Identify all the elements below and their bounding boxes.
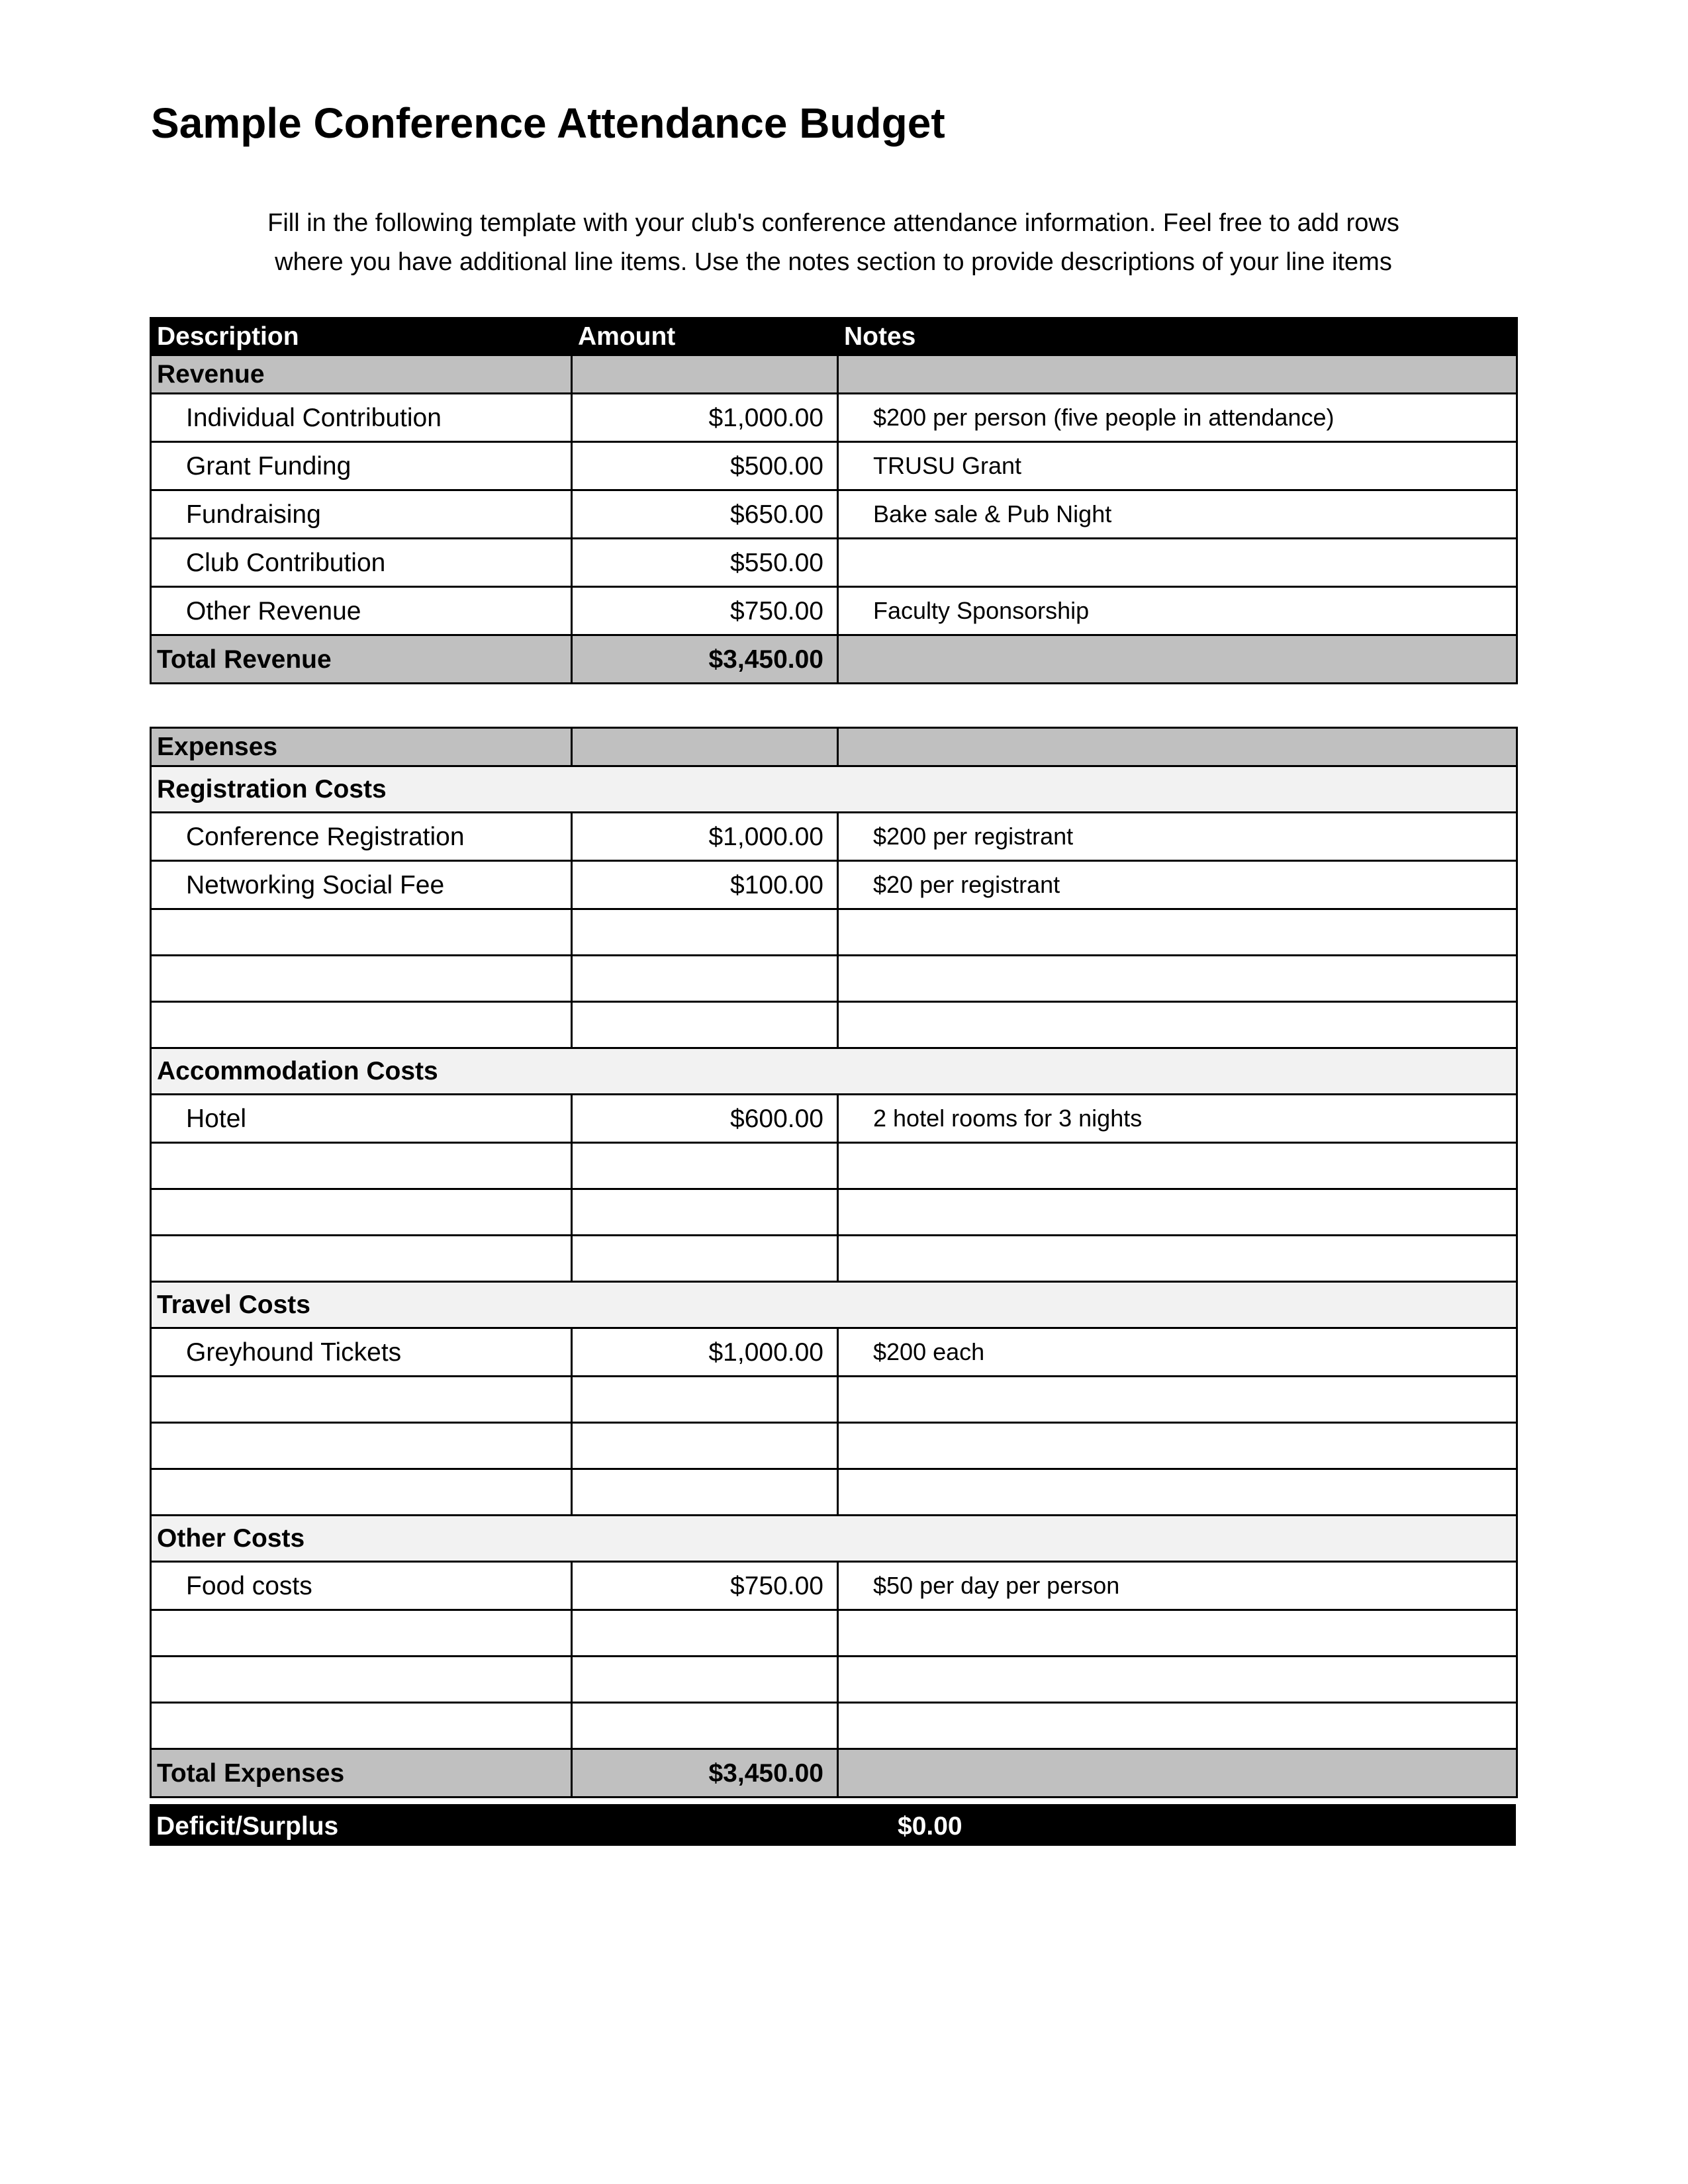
description-cell[interactable] <box>151 1703 572 1749</box>
description-cell[interactable] <box>151 1002 572 1048</box>
empty-row <box>151 1189 1517 1236</box>
description-cell[interactable]: Individual Contribution <box>151 394 572 442</box>
amount-cell[interactable]: $1,000.00 <box>572 1328 838 1377</box>
table-row <box>151 587 1517 635</box>
description-cell[interactable]: Greyhound Tickets <box>151 1328 572 1377</box>
amount-cell[interactable]: $600.00 <box>572 1095 838 1143</box>
notes-cell[interactable] <box>838 1703 1517 1749</box>
deficit-surplus-amount: $0.00 <box>898 1812 962 1841</box>
notes-cell[interactable]: Faculty Sponsorship <box>838 587 1517 635</box>
description-cell[interactable]: Food costs <box>151 1562 572 1610</box>
table-row <box>151 813 1517 861</box>
amount-cell[interactable] <box>572 956 838 1002</box>
expenses-section-notes-cell[interactable] <box>838 728 1517 766</box>
notes-cell[interactable]: $200 per registrant <box>838 813 1517 861</box>
other-costs-row <box>151 1516 1517 1562</box>
notes-cell[interactable]: Bake sale & Pub Night <box>838 490 1517 539</box>
amount-cell[interactable] <box>572 1377 838 1423</box>
amount-cell[interactable] <box>572 1657 838 1703</box>
amount-cell[interactable]: $650.00 <box>572 490 838 539</box>
total-expenses-amount: $3,450.00 <box>572 1749 838 1797</box>
deficit-surplus-bar <box>150 1804 1516 1846</box>
notes-cell[interactable]: 2 hotel rooms for 3 nights <box>838 1095 1517 1143</box>
registration-costs-row <box>151 766 1517 813</box>
amount-cell[interactable]: $1,000.00 <box>572 394 838 442</box>
amount-cell[interactable] <box>572 1610 838 1657</box>
header-amount: Amount <box>572 318 838 355</box>
description-cell[interactable] <box>151 1610 572 1657</box>
empty-row <box>151 1703 1517 1749</box>
empty-row <box>151 1610 1517 1657</box>
total-expenses-notes-cell[interactable] <box>838 1749 1517 1797</box>
other-costs-label: Other Costs <box>151 1516 1517 1562</box>
table-row <box>151 394 1517 442</box>
table-row <box>151 539 1517 587</box>
revenue-section-label: Revenue <box>151 355 572 394</box>
table-row <box>151 861 1517 909</box>
header-description: Description <box>151 318 572 355</box>
notes-cell[interactable] <box>838 1189 1517 1236</box>
notes-cell[interactable] <box>838 1610 1517 1657</box>
amount-cell[interactable] <box>572 1469 838 1516</box>
description-cell[interactable] <box>151 909 572 956</box>
empty-row <box>151 956 1517 1002</box>
amount-cell[interactable]: $550.00 <box>572 539 838 587</box>
amount-cell[interactable] <box>572 1423 838 1469</box>
empty-row <box>151 1002 1517 1048</box>
notes-cell[interactable] <box>838 1469 1517 1516</box>
amount-cell[interactable] <box>572 909 838 956</box>
table-row <box>151 1562 1517 1610</box>
total-revenue-label: Total Revenue <box>151 635 572 684</box>
accommodation-costs-label: Accommodation Costs <box>151 1048 1517 1095</box>
empty-row <box>151 1143 1517 1189</box>
description-cell[interactable]: Hotel <box>151 1095 572 1143</box>
travel-costs-label: Travel Costs <box>151 1282 1517 1328</box>
expenses-section-amount-cell[interactable] <box>572 728 838 766</box>
total-revenue-amount: $3,450.00 <box>572 635 838 684</box>
notes-cell[interactable] <box>838 1423 1517 1469</box>
notes-cell[interactable] <box>838 1657 1517 1703</box>
table-row <box>151 442 1517 490</box>
description-cell[interactable] <box>151 1657 572 1703</box>
empty-row <box>151 1469 1517 1516</box>
amount-cell[interactable] <box>572 1236 838 1282</box>
empty-row <box>151 909 1517 956</box>
total-revenue-notes-cell[interactable] <box>838 635 1517 684</box>
revenue-section-row <box>151 355 1517 394</box>
revenue-section-amount-cell[interactable] <box>572 355 838 394</box>
deficit-surplus-label: Deficit/Surplus <box>156 1812 339 1841</box>
description-cell[interactable]: Club Contribution <box>151 539 572 587</box>
notes-cell[interactable]: $50 per day per person <box>838 1562 1517 1610</box>
notes-cell[interactable] <box>838 1002 1517 1048</box>
notes-cell[interactable] <box>838 1236 1517 1282</box>
description-cell[interactable] <box>151 1377 572 1423</box>
description-cell[interactable]: Grant Funding <box>151 442 572 490</box>
empty-row <box>151 1657 1517 1703</box>
description-cell[interactable]: Fundraising <box>151 490 572 539</box>
expenses-section-label: Expenses <box>151 728 572 766</box>
notes-cell[interactable]: $200 per person (five people in attendance) <box>838 394 1517 442</box>
empty-row <box>151 1377 1517 1423</box>
notes-cell[interactable] <box>838 909 1517 956</box>
notes-cell[interactable] <box>838 956 1517 1002</box>
header-notes: Notes <box>838 318 1517 355</box>
amount-cell[interactable]: $750.00 <box>572 587 838 635</box>
description-cell[interactable] <box>151 956 572 1002</box>
empty-row <box>151 1423 1517 1469</box>
amount-cell[interactable] <box>572 1002 838 1048</box>
revenue-table <box>150 317 1518 684</box>
amount-cell[interactable] <box>572 1143 838 1189</box>
total-expenses-row <box>151 1749 1517 1797</box>
total-expenses-label: Total Expenses <box>151 1749 572 1797</box>
description-cell[interactable] <box>151 1469 572 1516</box>
accommodation-costs-row <box>151 1048 1517 1095</box>
description-cell[interactable] <box>151 1143 572 1189</box>
amount-cell[interactable] <box>572 1189 838 1236</box>
total-revenue-row <box>151 635 1517 684</box>
intro-text-line-2: where you have additional line items. Use the notes section to provide descriptions of your line items <box>275 248 1392 276</box>
notes-cell[interactable] <box>838 1143 1517 1189</box>
description-cell[interactable]: Other Revenue <box>151 587 572 635</box>
revenue-section-notes-cell[interactable] <box>838 355 1517 394</box>
expenses-table <box>150 727 1518 1798</box>
amount-cell[interactable]: $500.00 <box>572 442 838 490</box>
intro-text-line-1: Fill in the following template with your club's conference attendance information. Feel free to add rows <box>267 209 1399 237</box>
amount-cell[interactable]: $750.00 <box>572 1562 838 1610</box>
expenses-section-row <box>151 728 1517 766</box>
description-cell[interactable]: Conference Registration <box>151 813 572 861</box>
travel-costs-row <box>151 1282 1517 1328</box>
amount-cell[interactable]: $100.00 <box>572 861 838 909</box>
amount-cell[interactable] <box>572 1703 838 1749</box>
description-cell[interactable] <box>151 1236 572 1282</box>
description-cell[interactable] <box>151 1189 572 1236</box>
description-cell[interactable]: Networking Social Fee <box>151 861 572 909</box>
notes-cell[interactable]: $20 per registrant <box>838 861 1517 909</box>
registration-costs-label: Registration Costs <box>151 766 1517 813</box>
notes-cell[interactable]: $200 each <box>838 1328 1517 1377</box>
description-cell[interactable] <box>151 1423 572 1469</box>
amount-cell[interactable]: $1,000.00 <box>572 813 838 861</box>
empty-row <box>151 1236 1517 1282</box>
notes-cell[interactable] <box>838 539 1517 587</box>
notes-cell[interactable] <box>838 1377 1517 1423</box>
table-row <box>151 490 1517 539</box>
notes-cell[interactable]: TRUSU Grant <box>838 442 1517 490</box>
table-row <box>151 1328 1517 1377</box>
table-row <box>151 1095 1517 1143</box>
header-row <box>151 318 1517 355</box>
page-title: Sample Conference Attendance Budget <box>151 99 945 147</box>
